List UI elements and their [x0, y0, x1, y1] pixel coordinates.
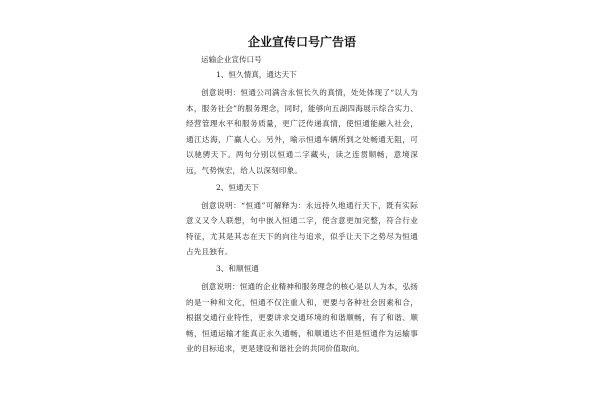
- document-body: [186, 34, 418, 358]
- section-text-2: 创意说明：“恒通”可解释为：永远持久地通行天下，既有实际意义又令人联想，句中嵌入恒通二字，使含意更加完整，符合行业特征，尤其是其志在天下的向往与追求，似乎让天下之势尽为恒通占先且独有。: [186, 200, 418, 257]
- section-heading-1: 1、恒久情真，通达天下: [216, 70, 297, 79]
- page-title: 企业宣传口号广告语: [247, 35, 356, 49]
- document-subtitle: 运输企业宣传口号: [201, 55, 262, 64]
- section-text-3: 创意说明：恒通的企业精神和服务理念的核心是以人为本，弘扬的是一种和文化，恒通不仅注重人和，更要与各种社会因素和合，根据交通行业特性，更要讲求交通环境的和谐顺畅，有了和谐、顺畅，恒通运输才能真正永久通畅，和顺通达不但是恒通作为运输事业的目标追求，更是建设和谐社会的共同价值取向。: [186, 281, 418, 354]
- section-text-1: 创意说明：恒通公司满含永恒长久的真情，处处体现了“以人为本，服务社会”的服务理念，同时，能够向五湖四海展示综合实力、经营管理水平和服务质量，更广泛传递真情，使恒通能融入社会，通江达海，广赢人心。另外，喻示恒通车辆所到之处畅通无阻，可以驰骋天下。两句分别以恒通二字藏头，读之连贯顺畅，意境深远，气势恢宏，给人以深刻印象。: [186, 88, 418, 175]
- section-heading-2: 2、恒通天下: [216, 182, 259, 192]
- section-heading-3: 3、和顺恒通: [216, 263, 259, 273]
